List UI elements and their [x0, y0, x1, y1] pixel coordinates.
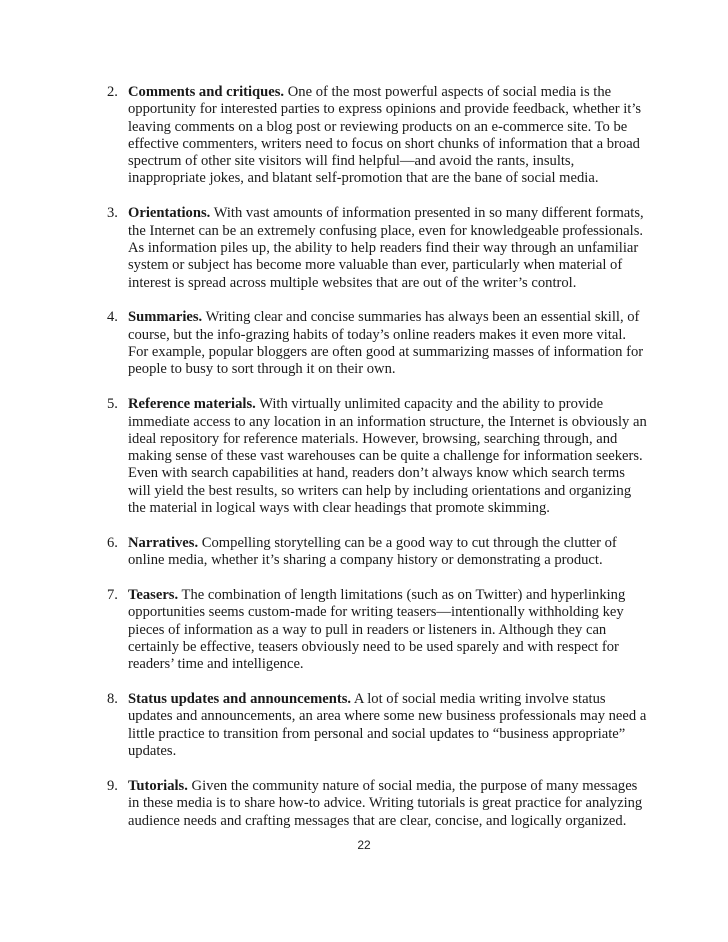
item-text: A lot of social media writing involve status updates and announcements, an area where some new business professionals may need a little practice to transition from personal and social updates to “business appropriate” updates.	[128, 691, 647, 760]
item-number: 5.	[107, 396, 118, 413]
list-item	[107, 396, 647, 517]
item-text: Given the community nature of social media, the purpose of many messages in these media is to share how-to advice. Writing tutorials is great practice for analyzing audience needs and crafting messages that are clear, concise, and logically organized.	[128, 777, 643, 829]
list-item	[107, 691, 647, 760]
item-lead: Status updates and announcements.	[128, 691, 352, 708]
item-lead: Reference materials.	[128, 396, 256, 413]
item-lead: Narratives.	[128, 534, 199, 551]
item-body	[128, 778, 647, 830]
item-body	[128, 396, 647, 517]
item-text: With virtually unlimited capacity and the ability to provide immediate access to any location in an information structure, the Internet is obviously an ideal repository for reference materials. However, browsing, searching through, and making sense of these vast warehouses can be quite a challenge for information seekers. Even with search capabilities at hand, readers don’t always know which search terms will yield the best results, so writers can help by including orientations and organizing the material in logical ways with clear headings that promote skimming.	[128, 396, 647, 517]
list-item	[107, 535, 647, 570]
item-number: 2.	[107, 84, 118, 100]
item-lead: Comments and critiques.	[128, 84, 285, 100]
item-text: The combination of length limitations (such as on Twitter) and hyperlinking opportunities seems custom-made for writing teasers—intentionally withholding key pieces of information as a way to pull in readers or listeners in. Although they can certainly be effective, teasers obviously need to be used sparely and with respect for readers’ time and intelligence.	[128, 587, 626, 673]
list-item	[107, 84, 647, 188]
item-number: 6.	[107, 534, 118, 551]
item-body	[128, 587, 647, 673]
item-number: 4.	[107, 309, 118, 326]
numbered-list	[107, 84, 647, 847]
page-number: 22	[357, 838, 371, 852]
item-text: Writing clear and concise summaries has always been an essential skill, of course, but the info-grazing habits of today’s online readers makes it even more vital. For example, popular bloggers are often good at summarizing masses of information for people to busy to sort through it on their own.	[128, 309, 644, 378]
list-item	[107, 778, 647, 830]
item-number: 9.	[107, 777, 118, 794]
item-body	[128, 205, 647, 291]
item-number: 8.	[107, 691, 118, 708]
item-body	[128, 691, 647, 760]
item-lead: Summaries.	[128, 309, 203, 326]
item-lead: Orientations.	[128, 205, 211, 222]
item-number: 7.	[107, 587, 118, 604]
item-text: Compelling storytelling can be a good way to cut through the clutter of online media, whether it’s sharing a company history or demonstrating a product.	[128, 534, 617, 569]
item-text: One of the most powerful aspects of social media is the opportunity for interested parties to express opinions and provide feedback, whether it’s leaving comments on a blog post or reviewing products on an e-commerce site. To be effective commenters, writers need to focus on short chunks of information that a broad spectrum of other site visitors will find helpful—and avoid the rants, insults, inappropriate jokes, and blatant self-promotion that are the bane of social media.	[128, 84, 642, 187]
item-lead: Tutorials.	[128, 777, 188, 794]
item-lead: Teasers.	[128, 587, 179, 604]
item-body	[128, 309, 647, 378]
list-item	[107, 309, 647, 378]
list-item	[107, 205, 647, 291]
item-body	[128, 535, 647, 570]
item-number: 3.	[107, 205, 118, 222]
item-text: With vast amounts of information presented in so many different formats, the Internet can be an extremely confusing place, even for knowledgeable professionals. As information piles up, the ability to help readers find their way through an unfamiliar system or subject has become more valuable than ever, particularly when material of interest is spread across multiple websites that are out of the writer’s control.	[128, 205, 644, 291]
item-body	[128, 84, 647, 188]
list-item	[107, 587, 647, 673]
